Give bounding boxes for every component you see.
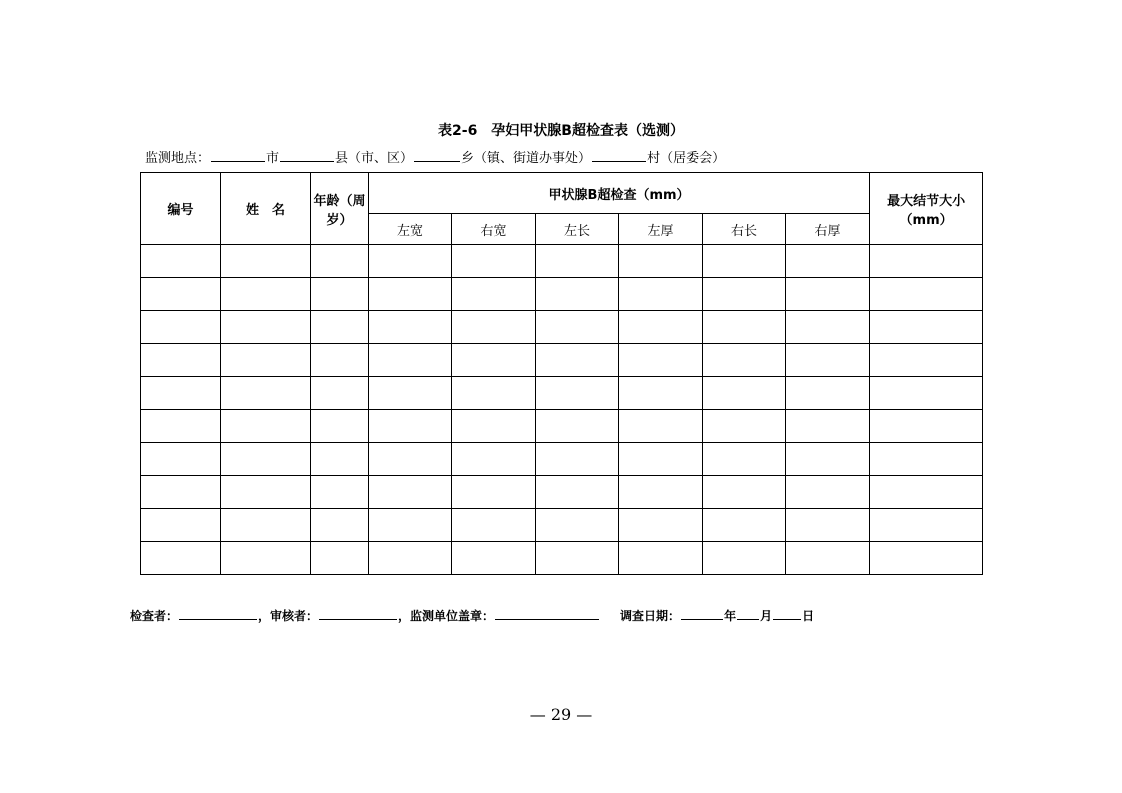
sub-header-cell: 左宽 bbox=[369, 214, 452, 245]
table-cell[interactable] bbox=[703, 542, 786, 575]
sub-header-cell: 左厚 bbox=[619, 214, 703, 245]
table-cell[interactable] bbox=[311, 245, 369, 278]
inspector-blank[interactable] bbox=[179, 608, 257, 620]
table-cell[interactable] bbox=[311, 278, 369, 311]
reviewer-blank[interactable] bbox=[319, 608, 397, 620]
table-cell[interactable] bbox=[221, 377, 311, 410]
table-cell[interactable] bbox=[452, 476, 536, 509]
month-blank[interactable] bbox=[737, 608, 759, 620]
table-cell[interactable] bbox=[221, 344, 311, 377]
table-cell[interactable] bbox=[619, 443, 703, 476]
table-cell[interactable] bbox=[221, 509, 311, 542]
table-cell[interactable] bbox=[703, 443, 786, 476]
table-cell[interactable] bbox=[536, 278, 619, 311]
table-cell[interactable] bbox=[311, 542, 369, 575]
table-body bbox=[141, 245, 983, 575]
table-cell[interactable] bbox=[311, 410, 369, 443]
table-row bbox=[141, 509, 983, 542]
table-cell[interactable] bbox=[311, 377, 369, 410]
table-cell[interactable] bbox=[221, 542, 311, 575]
header-max-nodule: 最大结节大小（mm） bbox=[870, 173, 983, 245]
table-cell[interactable] bbox=[369, 410, 452, 443]
table-cell[interactable] bbox=[786, 344, 870, 377]
sub-header-cell: 左长 bbox=[536, 214, 619, 245]
table-cell[interactable] bbox=[141, 443, 221, 476]
survey-date-label: 调查日期： bbox=[620, 609, 681, 623]
location-line bbox=[145, 147, 725, 166]
table-cell[interactable] bbox=[369, 344, 452, 377]
table-cell[interactable] bbox=[536, 476, 619, 509]
table-cell[interactable] bbox=[536, 311, 619, 344]
table-cell[interactable] bbox=[141, 344, 221, 377]
table-cell[interactable] bbox=[369, 542, 452, 575]
table-cell[interactable] bbox=[221, 476, 311, 509]
table-cell[interactable] bbox=[141, 410, 221, 443]
table-cell[interactable] bbox=[369, 476, 452, 509]
sub-header-cell: 右厚 bbox=[786, 214, 870, 245]
year-blank[interactable] bbox=[681, 608, 723, 620]
table-cell[interactable] bbox=[786, 377, 870, 410]
table-cell[interactable] bbox=[311, 443, 369, 476]
table-cell[interactable] bbox=[311, 476, 369, 509]
form-title: 表2-6 孕妇甲状腺B超检查表（选测） bbox=[438, 123, 684, 139]
city-blank[interactable] bbox=[211, 150, 265, 162]
table-cell[interactable] bbox=[619, 410, 703, 443]
table-cell[interactable] bbox=[221, 443, 311, 476]
table-row bbox=[141, 278, 983, 311]
table-cell[interactable] bbox=[536, 443, 619, 476]
table-cell[interactable] bbox=[786, 476, 870, 509]
header-name: 姓 名 bbox=[221, 173, 311, 245]
unit-seal-label: ，监测单位盖章： bbox=[398, 609, 495, 623]
table-cell[interactable] bbox=[536, 344, 619, 377]
table-cell[interactable] bbox=[703, 377, 786, 410]
table-cell[interactable] bbox=[870, 377, 983, 410]
table-cell[interactable] bbox=[141, 509, 221, 542]
table-cell[interactable] bbox=[221, 278, 311, 311]
table-row bbox=[141, 542, 983, 575]
table-cell[interactable] bbox=[619, 542, 703, 575]
location-label: 监测地点： bbox=[145, 151, 211, 166]
township-label: 乡（镇、街道办事处） bbox=[461, 151, 592, 166]
table-row bbox=[141, 410, 983, 443]
table-cell[interactable] bbox=[369, 377, 452, 410]
table-cell[interactable] bbox=[311, 311, 369, 344]
county-label: 县（市、区） bbox=[335, 151, 414, 166]
table-cell[interactable] bbox=[786, 509, 870, 542]
table-cell[interactable] bbox=[141, 377, 221, 410]
table-cell[interactable] bbox=[786, 245, 870, 278]
day-blank[interactable] bbox=[773, 608, 801, 620]
table-cell[interactable] bbox=[619, 344, 703, 377]
table-cell[interactable] bbox=[703, 410, 786, 443]
table-cell[interactable] bbox=[619, 245, 703, 278]
table-cell[interactable] bbox=[141, 542, 221, 575]
table-cell[interactable] bbox=[870, 509, 983, 542]
header-bscan-group: 甲状腺B超检查（mm） bbox=[369, 173, 870, 214]
table-cell[interactable] bbox=[452, 344, 536, 377]
table-cell[interactable] bbox=[870, 245, 983, 278]
table-cell[interactable] bbox=[619, 311, 703, 344]
table-cell[interactable] bbox=[619, 509, 703, 542]
table-cell[interactable] bbox=[536, 410, 619, 443]
table-cell[interactable] bbox=[786, 311, 870, 344]
table-cell[interactable] bbox=[703, 476, 786, 509]
table-cell[interactable] bbox=[452, 311, 536, 344]
table-row bbox=[141, 476, 983, 509]
sub-header-cell: 右宽 bbox=[452, 214, 536, 245]
table-cell[interactable] bbox=[870, 410, 983, 443]
signature-line bbox=[130, 607, 814, 624]
table-row bbox=[141, 344, 983, 377]
table-cell[interactable] bbox=[369, 278, 452, 311]
table-cell[interactable] bbox=[536, 245, 619, 278]
table-cell[interactable] bbox=[221, 245, 311, 278]
table-cell[interactable] bbox=[452, 377, 536, 410]
table-cell[interactable] bbox=[619, 377, 703, 410]
table-cell[interactable] bbox=[536, 509, 619, 542]
table-cell[interactable] bbox=[369, 311, 452, 344]
table-cell[interactable] bbox=[311, 344, 369, 377]
table-cell[interactable] bbox=[452, 443, 536, 476]
table-row bbox=[141, 245, 983, 278]
table-cell[interactable] bbox=[221, 410, 311, 443]
reviewer-label: ，审核者： bbox=[258, 609, 319, 623]
table-cell[interactable] bbox=[870, 344, 983, 377]
year-label: 年 bbox=[724, 609, 737, 623]
table-cell[interactable] bbox=[369, 509, 452, 542]
table-cell[interactable] bbox=[786, 542, 870, 575]
table-cell[interactable] bbox=[536, 377, 619, 410]
table-cell[interactable] bbox=[221, 311, 311, 344]
table-cell[interactable] bbox=[369, 245, 452, 278]
table-cell[interactable] bbox=[141, 245, 221, 278]
table-cell[interactable] bbox=[311, 509, 369, 542]
month-label: 月 bbox=[760, 609, 773, 623]
table-cell[interactable] bbox=[619, 278, 703, 311]
unit-seal-blank[interactable] bbox=[495, 608, 599, 620]
table-cell[interactable] bbox=[452, 542, 536, 575]
village-label: 村（居委会） bbox=[647, 151, 726, 166]
table-cell[interactable] bbox=[619, 476, 703, 509]
table-cell[interactable] bbox=[452, 245, 536, 278]
header-age: 年龄（周岁） bbox=[311, 173, 369, 245]
table-cell[interactable] bbox=[452, 509, 536, 542]
table-cell[interactable] bbox=[870, 542, 983, 575]
township-blank[interactable] bbox=[414, 150, 460, 162]
table-cell[interactable] bbox=[870, 311, 983, 344]
ultrasound-table bbox=[140, 172, 983, 575]
table-cell[interactable] bbox=[536, 542, 619, 575]
day-label: 日 bbox=[802, 609, 815, 623]
table-row bbox=[141, 311, 983, 344]
header-id: 编号 bbox=[141, 173, 221, 245]
table-cell[interactable] bbox=[870, 278, 983, 311]
table-cell[interactable] bbox=[703, 311, 786, 344]
page-number: — 29 — bbox=[529, 705, 593, 724]
county-blank[interactable] bbox=[280, 150, 334, 162]
sub-header-cell: 右长 bbox=[703, 214, 786, 245]
table-cell[interactable] bbox=[141, 476, 221, 509]
table-cell[interactable] bbox=[703, 509, 786, 542]
table-cell[interactable] bbox=[786, 443, 870, 476]
table-cell[interactable] bbox=[703, 344, 786, 377]
table-cell[interactable] bbox=[452, 278, 536, 311]
village-blank[interactable] bbox=[592, 150, 646, 162]
table-cell[interactable] bbox=[141, 311, 221, 344]
table-cell[interactable] bbox=[870, 443, 983, 476]
table-cell[interactable] bbox=[786, 278, 870, 311]
city-label: 市 bbox=[266, 151, 280, 166]
table-cell[interactable] bbox=[141, 278, 221, 311]
table-cell[interactable] bbox=[870, 476, 983, 509]
table-cell[interactable] bbox=[452, 410, 536, 443]
table-cell[interactable] bbox=[703, 278, 786, 311]
table-cell[interactable] bbox=[703, 245, 786, 278]
table-cell[interactable] bbox=[786, 410, 870, 443]
table-row bbox=[141, 377, 983, 410]
table-cell[interactable] bbox=[369, 443, 452, 476]
inspector-label: 检查者： bbox=[130, 609, 179, 623]
table-row bbox=[141, 443, 983, 476]
